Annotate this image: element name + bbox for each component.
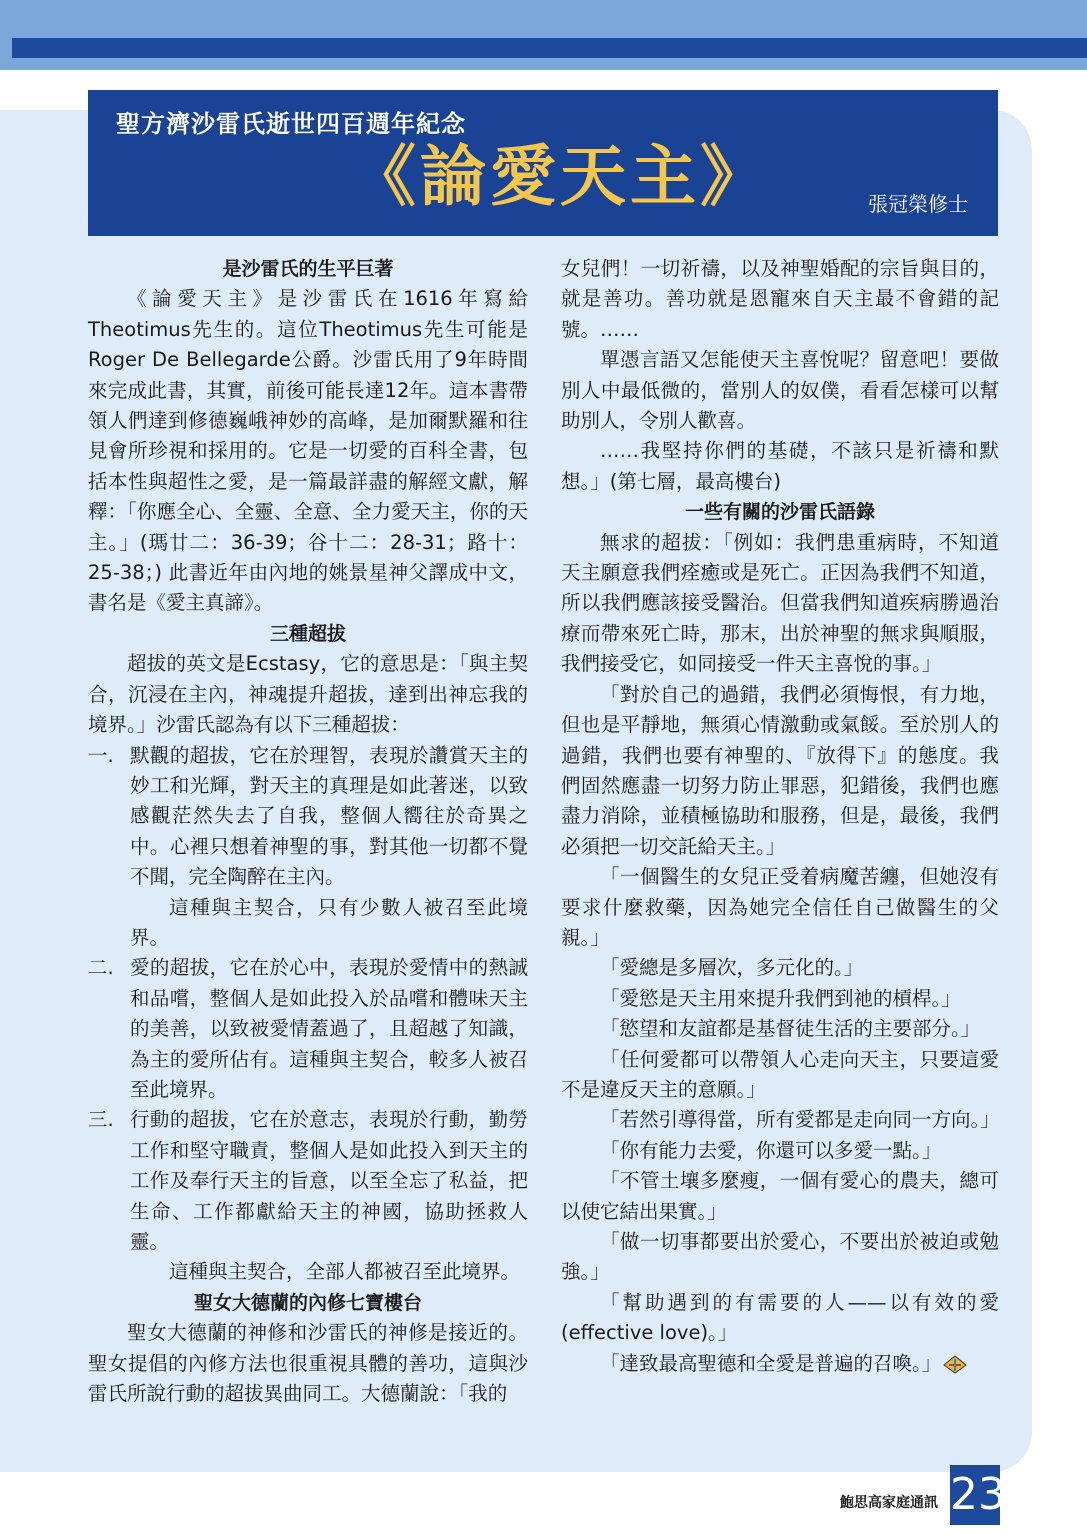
page-number: 23 [950, 1465, 1000, 1525]
section-heading: 三種超拔 [269, 622, 346, 645]
end-mark-icon [941, 1353, 969, 1375]
list-number: 二. [88, 956, 114, 980]
quote: 「做一切事都要出於愛心，不要出於被迫或勉強。」 [561, 1230, 999, 1284]
quote: 無求的超拔：「例如：我們患重病時，不知道天主願意我們痊癒或是死亡。正因為我們不知道，所以我們應該接受醫治。但當我們知道疾病勝過治療而帶來死亡時，那末，出於神聖的無求與順服，我們接受它，如同接受一件天主喜悅的事。」 [561, 530, 999, 676]
list-number: 三. [88, 1108, 114, 1132]
quote: 「愛總是多層次，多元化的。」 [600, 956, 864, 980]
section-heading: 聖女大德蘭的內修七寶樓台 [193, 1291, 422, 1314]
paragraph: 女兒們！一切祈禱，以及神聖婚配的宗旨與目的，就是善功。善功就是恩寵來自天主最不會錯的記號。…… [561, 257, 999, 341]
quote: 「愛慾是天主用來提升我們到祂的槓桿。」 [600, 986, 961, 1010]
paragraph: 聖女大德蘭的神修和沙雷氏的神修是接近的。聖女提倡的內修方法也很重視具體的善功，這與沙雷氏所說行動的超拔異曲同工。大德蘭說：「我的 [88, 1321, 528, 1406]
article-author: 張冠榮修士 [868, 192, 968, 216]
top-color-band [0, 0, 1087, 70]
top-stripe [12, 38, 1087, 58]
quote: 「不管土壤多麼瘦，一個有愛心的農夫，總可以使它結出果實。」 [561, 1169, 999, 1223]
list-item [88, 953, 528, 1105]
section-heading: 一些有關的沙雷氏語錄 [684, 501, 875, 524]
article-supertitle: 聖方濟沙雷氏逝世四百週年紀念 [116, 110, 466, 138]
publication-name: 鮑思高家庭通訊 [840, 1495, 938, 1511]
quote: 「對於自己的過錯，我們必須悔恨，有力地，但也是平靜地，無須心情激動或氣餒。至於別人的過錯，我們也要有神聖的、『放得下』的態度。我們固然應盡一切努力防止罪惡，犯錯後，我們也應盡力消除，並積極協助和服務，但是，最後，我們必須把一切交託給天主。」 [561, 682, 999, 858]
quote: 「你有能力去愛，你還可以多愛一點。」 [600, 1138, 942, 1162]
list-text: 愛的超拔，它在於心中，表現於愛情中的熱誠和品嚐，整個人是如此投入於品嚐和體味天主的美善，以致被愛情蓋過了，且超越了知識，為主的愛所佔有。這種與主契合，較多人被召至此境界。 [130, 956, 528, 1101]
list-item [88, 1105, 528, 1257]
quote-last [561, 1349, 999, 1379]
section-heading: 是沙雷氏的生平巨著 [222, 258, 394, 280]
quote: 「一個醫生的女兒正受着病魔苦纏，但她沒有要求什麼救藥，因為她完全信任自己做醫生的父親。」 [561, 865, 999, 949]
list-note: 這種與主契合，只有少數人被召至此境界。 [130, 895, 528, 949]
paragraph: 超拔的英文是Ecstasy，它的意思是：「與主契合，沉浸在主內，神魂提升超拔，達到出神忘我的境界。」沙雷氏認為有以下三種超拔： [88, 652, 528, 737]
quote: 「慾望和友誼都是基督徒生活的主要部分。」 [600, 1017, 981, 1041]
quote: 「達致最高聖德和全愛是普遍的召喚。」 [600, 1351, 942, 1375]
list-text: 行動的超拔，它在於意志，表現於行動，勤勞工作和堅守職責，整個人是如此投入到天主的工作及奉行天主的旨意，以至全忘了私益，把生命、工作都獻給天主的神國，協助拯救人靈。 [130, 1108, 528, 1253]
list-item [88, 741, 528, 893]
list-note: 這種與主契合，全部人都被召至此境界。 [169, 1260, 521, 1284]
right-column [561, 254, 999, 1379]
article-title: 《論愛天主》 [350, 137, 770, 215]
quote: 「幫助遇到的有需要的人——以有效的愛(effective love)。」 [561, 1290, 999, 1345]
paragraph: 單憑言語又怎能使天主喜悅呢？留意吧！要做別人中最低微的，當別人的奴僕，看看怎樣可以幫助別人，令別人歡喜。 [561, 348, 999, 433]
quote: 「若然引導得當，所有愛都是走向同一方向。」 [600, 1108, 1000, 1132]
left-column [88, 254, 528, 1409]
title-banner [88, 90, 998, 236]
quote: 「任何愛都可以帶領人心走向天主，只要這愛不是違反天主的意願。」 [561, 1047, 999, 1101]
list-text: 默觀的超拔，它在於理智，表現於讚賞天主的妙工和光輝，對天主的真理是如此著迷，以致感觀茫然失去了自我，整個人嚮往於奇異之中。心裡只想着神聖的事，對其他一切都不覺不聞，完全陶醉在主內。 [130, 743, 528, 889]
paragraph: 《論愛天主》是沙雷氏在1616年寫給Theotimus先生的。這位Theotimus先生可能是Roger De Bellegarde公爵。沙雷氏用了9年時間來完成此書，其實，前後可能長達12年。這本書帶領人們達到修德巍峨神妙的高峰，是加爾默羅和往見會所珍視和採用的。它是一切愛的百科全書，包括本性與超性之愛，是一篇最詳盡的解經文獻，解釋：「你應全心、全靈、全意、全力愛天主，你的天主。」(瑪廿二：36-39；谷十二：28-31；路十：25-38；) 此書近年由內地的姚景星神父譯成中文，書名是《愛主真諦》。 [88, 287, 528, 615]
list-number: 一. [88, 743, 114, 767]
paragraph: ……我堅持你們的基礎，不該只是祈禱和默想。」(第七層，最高樓台) [561, 439, 999, 493]
